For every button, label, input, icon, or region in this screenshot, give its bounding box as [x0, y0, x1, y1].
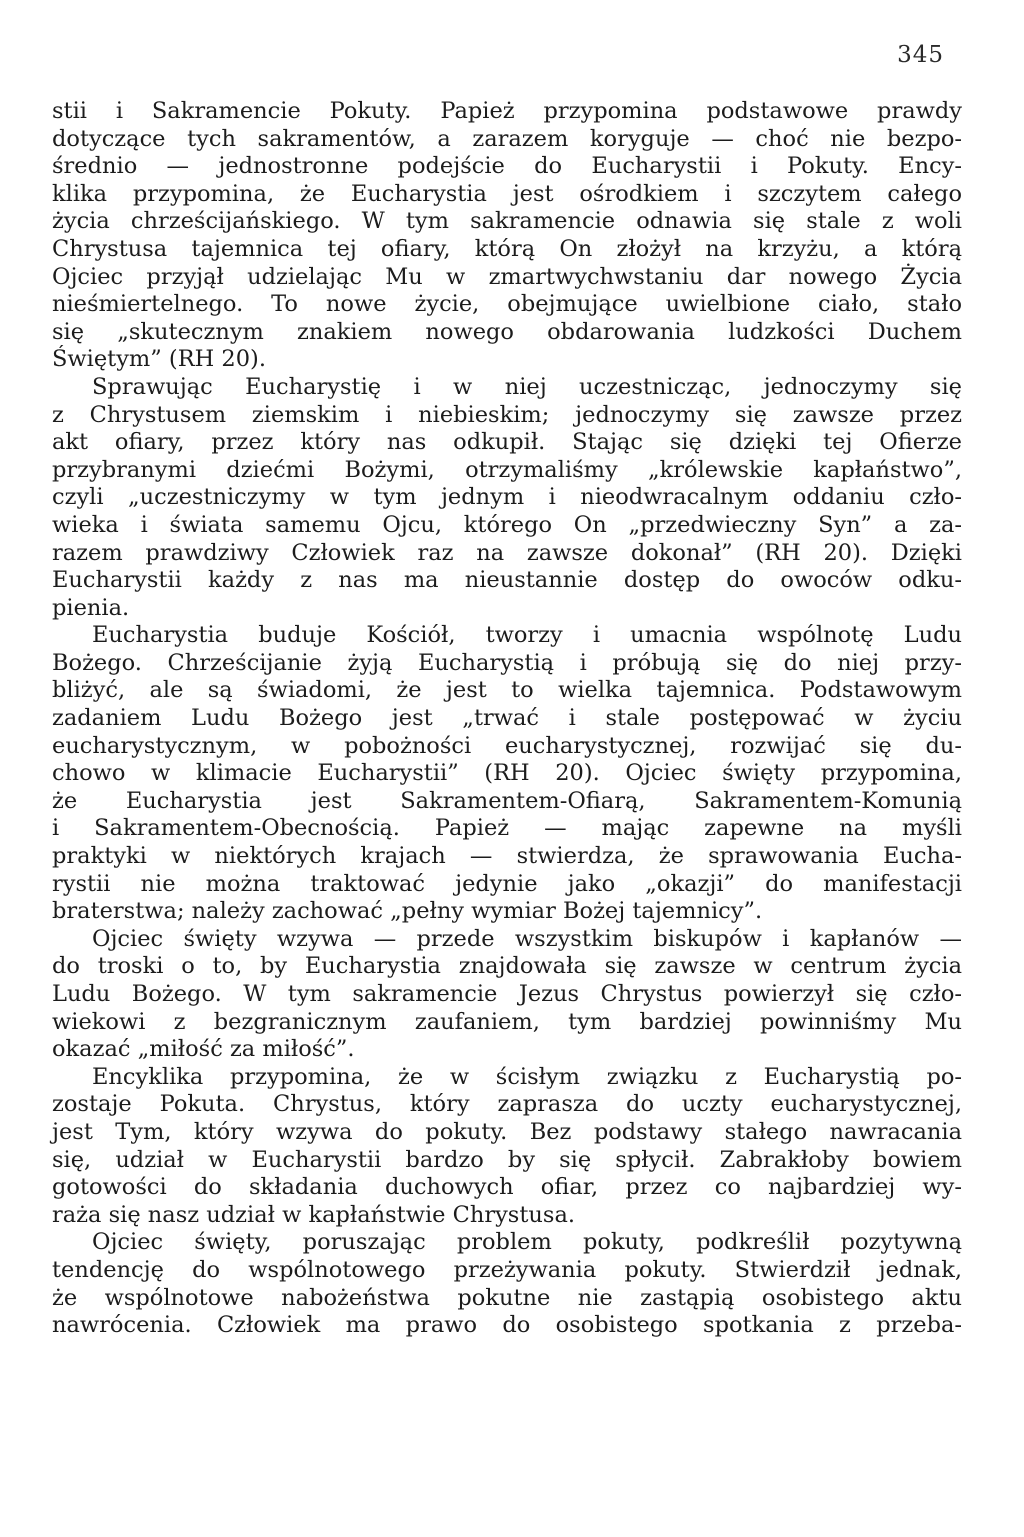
text-line: okazać „miłość za miłość”.	[52, 1036, 355, 1063]
text-line: zostaje Pokuta. Chrystus, który zaprasza do uczty eucharystycznej,	[52, 1091, 962, 1118]
text-line: się „skutecznym znakiem nowego obdarowania ludzkości Duchem	[52, 318, 962, 345]
text-line: Świętym” (RH 20).	[52, 346, 266, 373]
text-line: Ojciec święty, poruszając problem pokuty, podkreślił pozytywną	[92, 1229, 962, 1256]
text-line: Eucharystii każdy z nas ma nieustannie dostęp do owoców odku-	[52, 567, 962, 594]
text-line: rystii nie można traktować jedynie jako „okazji” do manifestacji	[52, 870, 962, 897]
text-line: pienia.	[52, 594, 130, 621]
text-line: Encyklika przypomina, że w ścisłym związku z Eucharystią po-	[92, 1063, 962, 1090]
text-line: że Eucharystia jest Sakramentem-Ofiarą, Sakramentem-Komunią	[52, 787, 962, 814]
text-line: eucharystycznym, w pobożności eucharystycznej, rozwijać się du-	[52, 732, 962, 759]
text-line: gotowości do składania duchowych ofiar, przez co najbardziej wy-	[52, 1174, 962, 1201]
text-line: Eucharystia buduje Kościół, tworzy i umacnia wspólnotę Ludu	[92, 622, 962, 649]
text-line: Ludu Bożego. W tym sakramencie Jezus Chrystus powierzył się czło-	[52, 981, 962, 1007]
text-line: do troski o to, by Eucharystia znajdowała się zawsze w centrum życia	[52, 953, 962, 980]
text-line: praktyki w niektórych krajach — stwierdza, że sprawowania Eucha-	[52, 843, 962, 870]
text-line: Ojciec święty wzywa — przede wszystkim biskupów i kapłanów —	[92, 925, 962, 952]
text-line: wiekowi z bezgranicznym zaufaniem, tym bardziej powinniśmy Mu	[52, 1008, 962, 1035]
text-line: braterstwa; należy zachować „pełny wymiar Bożej tajemnicy”.	[52, 898, 763, 925]
text-line: czyli „uczestniczymy w tym jednym i nieodwracalnym oddaniu czło-	[52, 484, 962, 511]
paragraph	[52, 374, 962, 622]
text-line: Sprawując Eucharystię i w niej uczestnicząc, jednoczymy się	[92, 373, 962, 400]
text-line: z Chrystusem ziemskim i niebieskim; jednoczymy się zawsze przez	[52, 401, 962, 428]
text-line: i Sakramentem-Obecnością. Papież — mając zapewne na myśli	[52, 815, 962, 842]
paragraph	[52, 98, 962, 374]
text-line: nawrócenia. Człowiek ma prawo do osobistego spotkania z przeba-	[52, 1312, 962, 1339]
text-line: raża się nasz udział w kapłaństwie Chrystusa.	[52, 1201, 576, 1228]
paragraph	[52, 622, 962, 926]
paragraph	[52, 926, 962, 1064]
text-line: że wspólnotowe nabożeństwa pokutne nie zastąpią osobistego aktu	[52, 1284, 962, 1311]
paragraph	[52, 1064, 962, 1230]
text-line: chowo w klimacie Eucharystii” (RH 20). Ojciec święty przypomina,	[52, 760, 962, 787]
text-line: jest Tym, który wzywa do pokuty. Bez podstawy stałego nawracania	[52, 1118, 962, 1145]
text-line: przybranymi dziećmi Bożymi, otrzymaliśmy „królewskie kapłaństwo”,	[52, 456, 962, 483]
text-line: nieśmiertelnego. To nowe życie, obejmujące uwielbione ciało, stało	[52, 291, 962, 318]
body-text	[52, 98, 962, 1340]
text-line: stii i Sakramencie Pokuty. Papież przypomina podstawowe prawdy	[52, 98, 962, 124]
text-line: razem prawdziwy Człowiek raz na zawsze dokonał” (RH 20). Dzięki	[52, 539, 962, 566]
text-line: tendencję do wspólnotowego przeżywania pokuty. Stwierdził jednak,	[52, 1256, 962, 1283]
paragraph	[52, 1229, 962, 1339]
text-line: średnio — jednostronne podejście do Eucharystii i Pokuty. Ency-	[52, 153, 962, 180]
text-line: bliżyć, ale są świadomi, że jest to wielka tajemnica. Podstawowym	[52, 677, 962, 704]
text-line: Bożego. Chrześcijanie żyją Eucharystią i próbują się do niej przy-	[52, 649, 962, 676]
text-line: wieka i świata samemu Ojcu, którego On „przedwieczny Syn” a za-	[52, 511, 962, 538]
text-line: Chrystusa tajemnica tej ofiary, którą On złożył na krzyżu, a którą	[52, 235, 962, 262]
text-line: dotyczące tych sakramentów, a zarazem koryguje — choć nie bezpo-	[52, 125, 962, 152]
text-line: klika przypomina, że Eucharystia jest ośrodkiem i szczytem całego	[52, 180, 962, 207]
text-line: akt ofiary, przez który nas odkupił. Stając się dzięki tej Ofierze	[52, 429, 962, 456]
text-line: życia chrześcijańskiego. W tym sakramencie odnawia się stale z woli	[52, 208, 962, 235]
text-line: zadaniem Ludu Bożego jest „trwać i stale postępować w życiu	[52, 705, 962, 732]
text-line: Ojciec przyjął udzielając Mu w zmartwychwstaniu dar nowego Życia	[52, 263, 962, 290]
page-number: 345	[897, 42, 944, 68]
text-line: się, udział w Eucharystii bardzo by się spłycił. Zabrakłoby bowiem	[52, 1146, 962, 1173]
